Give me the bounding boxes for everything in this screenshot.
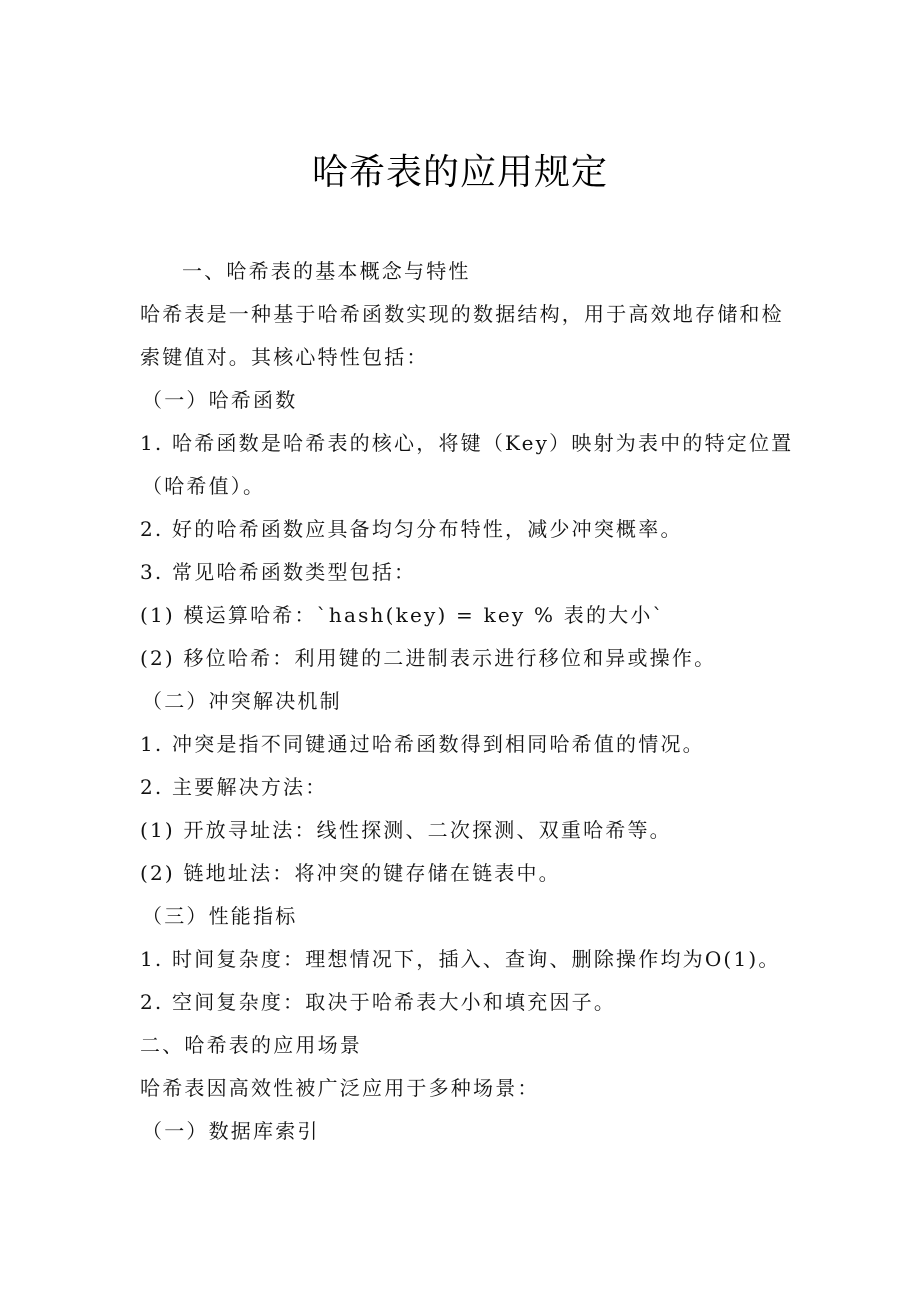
subsection-heading-database-index: （一）数据库索引 — [142, 1119, 320, 1143]
list-item: 1. 时间复杂度：理想情况下，插入、查询、删除操作均为O(1)。 — [140, 947, 781, 971]
list-item: 3. 常见哈希函数类型包括： — [140, 560, 417, 584]
list-item: 2. 主要解决方法： — [140, 775, 328, 799]
sub-list-item: (1) 开放寻址法：线性探测、二次探测、双重哈希等。 — [140, 818, 672, 842]
subsection-heading-hash-function: （一）哈希函数 — [142, 388, 298, 412]
paragraph-line: 哈希表因高效性被广泛应用于多种场景： — [140, 1076, 540, 1100]
subsection-heading-collision: （二）冲突解决机制 — [142, 689, 342, 713]
list-item: 1. 哈希函数是哈希表的核心，将键（Key）映射为表中的特定位置 — [140, 431, 794, 455]
sub-list-item: (2) 移位哈希：利用键的二进制表示进行移位和异或操作。 — [140, 646, 717, 670]
section-heading-2: 二、哈希表的应用场景 — [140, 1033, 362, 1057]
paragraph-line: 哈希表是一种基于哈希函数实现的数据结构，用于高效地存储和检 — [140, 302, 784, 326]
paragraph-line: 索键值对。其核心特性包括： — [140, 345, 429, 369]
list-item: 1. 冲突是指不同键通过哈希函数得到相同哈希值的情况。 — [140, 732, 705, 756]
list-item: 2. 空间复杂度：取决于哈希表大小和填充因子。 — [140, 990, 617, 1014]
list-item-continuation: （哈希值）。 — [142, 474, 266, 498]
document-title: 哈希表的应用规定 — [311, 152, 608, 193]
sub-list-item: (2) 链地址法：将冲突的键存储在链表中。 — [140, 861, 561, 885]
list-item: 2. 好的哈希函数应具备均匀分布特性，减少冲突概率。 — [140, 517, 683, 541]
sub-list-item: (1) 模运算哈希：`hash(key) = key % 表的大小` — [140, 603, 665, 627]
section-heading-1: 一、哈希表的基本概念与特性 — [182, 259, 471, 283]
subsection-heading-performance: （三）性能指标 — [142, 904, 298, 928]
